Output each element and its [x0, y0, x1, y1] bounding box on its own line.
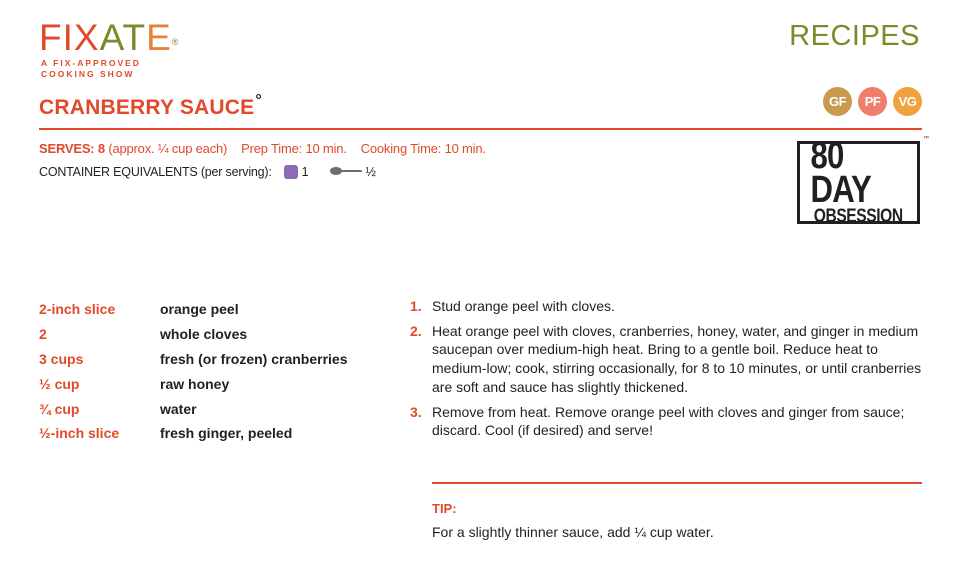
tip-label: TIP:: [432, 501, 457, 516]
container-equivalents: [39, 165, 376, 179]
teaspoon-icon: [330, 165, 362, 179]
diet-badges: [823, 87, 922, 116]
serves-label: SERVES: 8: [39, 141, 105, 156]
recipe-title-mark: °: [255, 92, 262, 109]
title-divider: [39, 128, 922, 130]
recipe-title-text: CRANBERRY SAUCE: [39, 96, 255, 119]
section-label: RECIPES: [789, 20, 920, 52]
logo-wordmark: [39, 18, 179, 58]
ingredient-quantity: ½-inch slice: [39, 425, 120, 442]
program-logo: [797, 134, 920, 227]
containers-label: CONTAINER EQUIVALENTS (per serving):: [39, 165, 272, 179]
serving-info: [39, 141, 486, 156]
ingredient-row: [39, 347, 399, 372]
ingredient-quantity: 3 cups: [39, 350, 84, 367]
cook-time: Cooking Time: 10 min.: [360, 141, 486, 156]
ingredient-row: [39, 371, 399, 396]
fixate-logo: [39, 18, 179, 80]
logo-registered-mark: ®: [171, 37, 180, 47]
program-logo-line1: 80 DAY: [810, 134, 872, 211]
ingredient-list: [39, 297, 399, 446]
ingredient-quantity: 2-inch slice: [39, 301, 116, 318]
step-number: 2.: [410, 322, 422, 339]
program-logo-trademark: ™: [923, 136, 929, 142]
instruction-step: [410, 403, 922, 440]
step-text: Heat orange peel with cloves, cranberries, honey, water, and ginger in medium saucepan over medium-high heat. Bring to a gentle boil. Reduce heat to medium-low; cook, stirring occasionally, for 8 to 10 minutes, or until cranberries are soft and sauce has slightly thickened.: [432, 322, 922, 395]
tip-text: For a slightly thinner sauce, add ¼ cup water.: [432, 524, 714, 540]
logo-tagline-line1: A FIX-APPROVED: [41, 58, 141, 68]
step-text: Stud orange peel with cloves.: [432, 298, 615, 314]
prep-time: Prep Time: 10 min.: [241, 141, 347, 156]
ingredient-name: orange peel: [160, 301, 239, 318]
instruction-step: [410, 297, 922, 316]
serves-note: (approx. ¼ cup each): [108, 141, 228, 156]
logo-part-at: AT: [99, 17, 147, 58]
recipe-title: [39, 92, 262, 120]
step-text: Remove from heat. Remove orange peel with cloves and ginger from sauce; discard. Cool (if desired) and serve!: [432, 403, 905, 439]
ingredient-quantity: ¾ cup: [39, 400, 80, 417]
ingredient-quantity: ½ cup: [39, 375, 80, 392]
ingredient-name: fresh ginger, peeled: [160, 425, 293, 442]
instruction-step: [410, 322, 922, 397]
ingredient-row: [39, 421, 399, 446]
step-number: 3.: [410, 403, 422, 420]
ingredient-quantity: 2: [39, 326, 47, 343]
ingredient-row: [39, 297, 399, 322]
step-number: 1.: [410, 298, 422, 314]
ingredient-name: fresh (or frozen) cranberries: [160, 350, 348, 367]
program-logo-line2: OBSESSION: [814, 205, 903, 227]
purple-container-count: 1: [301, 165, 309, 179]
logo-tagline-line2: COOKING SHOW: [41, 69, 135, 79]
vegetarian-badge: VG: [893, 87, 922, 116]
gluten-free-badge: GF: [823, 87, 852, 116]
paleo-friendly-badge: PF: [858, 87, 887, 116]
purple-container-icon: [284, 165, 298, 179]
logo-part-e: E: [146, 17, 172, 58]
ingredient-name: whole cloves: [160, 326, 248, 343]
ingredient-name: water: [160, 400, 197, 417]
ingredient-row: [39, 322, 399, 347]
logo-part-fix: FIX: [39, 17, 100, 58]
ingredient-name: raw honey: [160, 375, 230, 392]
instruction-list: [410, 297, 922, 446]
tip-divider: [432, 482, 922, 484]
teaspoon-count: ½: [365, 165, 376, 179]
ingredient-row: [39, 396, 399, 421]
